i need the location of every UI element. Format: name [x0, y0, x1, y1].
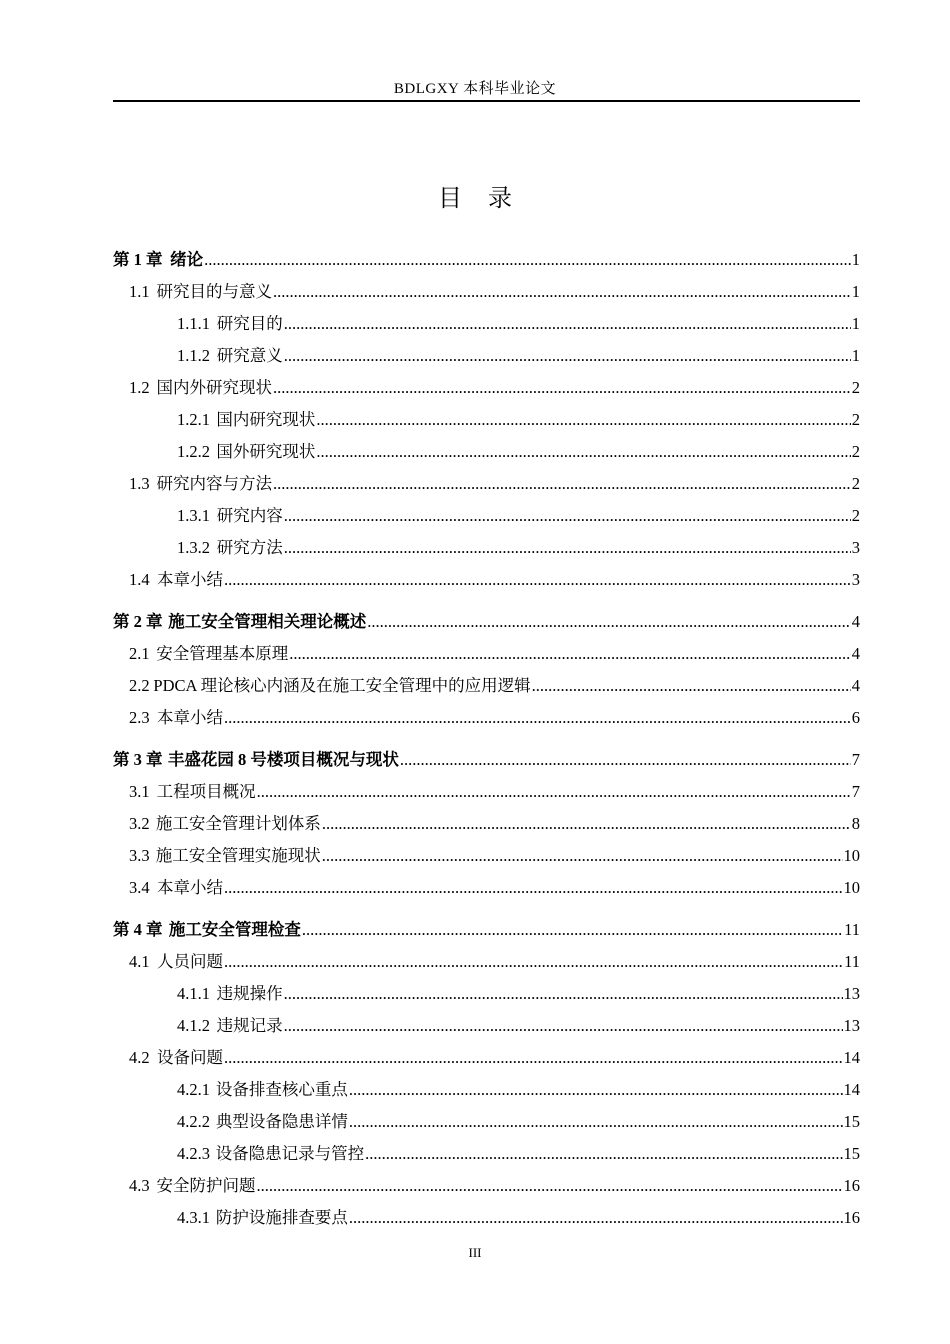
dot-leader: [284, 500, 851, 532]
toc-section-entry[interactable]: [113, 776, 860, 808]
toc-section-entry[interactable]: [113, 564, 860, 596]
toc-entry-title: 防护设施排查要点: [215, 1208, 348, 1227]
toc-entry-number: 第 3 章: [113, 750, 163, 769]
toc-section-entry[interactable]: [113, 1074, 860, 1106]
toc-entry-title: 绪论: [170, 250, 204, 269]
toc-entry-page: 14: [843, 1048, 860, 1067]
dot-leader: [365, 1138, 842, 1170]
toc-section-entry[interactable]: [113, 1042, 860, 1074]
dot-leader: [349, 1106, 843, 1138]
toc-entry-number: 3.4: [129, 878, 150, 897]
toc-chapter-entry[interactable]: [113, 914, 860, 946]
toc-section-entry[interactable]: [113, 946, 860, 978]
toc-entry-title: 国外研究现状: [216, 442, 316, 461]
dot-leader: [273, 372, 851, 404]
toc-entry-number: 2.1: [129, 644, 150, 663]
toc-entry-title: 研究目的与意义: [156, 282, 272, 301]
toc-section-entry[interactable]: [113, 1202, 860, 1234]
toc-entry-page: 2: [851, 410, 860, 429]
toc-heading: 目录: [438, 186, 538, 212]
toc-section-entry[interactable]: [113, 808, 860, 840]
toc-entry-number: 1.2.2: [177, 442, 210, 461]
toc-section-entry[interactable]: [113, 468, 860, 500]
toc-entry-title: 施工安全管理检查: [168, 920, 301, 939]
toc-entry-title: 违规记录: [216, 1016, 283, 1035]
toc-chapter-entry[interactable]: [113, 606, 860, 638]
toc-entry-title: 丰盛花园 8 号楼项目概况与现状: [167, 750, 399, 769]
toc-entry-number: 1.1.2: [177, 346, 210, 365]
toc-entry-title: 国内研究现状: [216, 410, 316, 429]
toc-section-entry[interactable]: [113, 276, 860, 308]
toc-entry-number: 4.2.2: [177, 1112, 210, 1131]
toc-section-entry[interactable]: [113, 1010, 860, 1042]
toc-entry-title: 施工安全管理相关理论概述: [168, 612, 367, 631]
toc-chapter-entry[interactable]: [113, 244, 860, 276]
dot-leader: [284, 978, 843, 1010]
toc-entry-title: 施工安全管理计划体系: [155, 814, 321, 833]
toc-entry-page: 16: [843, 1208, 860, 1227]
toc-entry-number: 4.2: [129, 1048, 150, 1067]
dot-leader: [273, 468, 851, 500]
toc-section-entry[interactable]: [113, 840, 860, 872]
dot-leader: [284, 1010, 843, 1042]
running-header: BDLGXY 本科毕业论文: [393, 81, 557, 97]
toc-section-entry[interactable]: [113, 404, 860, 436]
toc-entry-page: 4: [851, 676, 860, 695]
toc-section-entry[interactable]: [113, 340, 860, 372]
toc-entry-page: 2: [851, 378, 860, 397]
dot-leader: [224, 1042, 843, 1074]
dot-leader: [322, 840, 843, 872]
toc-entry-title: 人员问题: [156, 952, 223, 971]
dot-leader: [284, 340, 851, 372]
toc-entry-title: 安全管理基本原理: [156, 644, 289, 663]
toc-entry-title: 研究内容与方法: [156, 474, 272, 493]
toc-entry-page: 1: [851, 314, 860, 333]
dot-leader: [322, 808, 851, 840]
dot-leader: [257, 776, 851, 808]
toc-entry-number: 4.1.2: [177, 1016, 210, 1035]
dot-leader: [224, 872, 843, 904]
toc-entry-number: 2.3: [129, 708, 150, 727]
toc-entry-number: 1.3: [129, 474, 150, 493]
toc-section-entry[interactable]: [113, 372, 860, 404]
toc-entry-number: 3.1: [129, 782, 150, 801]
toc-entry-page: 13: [843, 984, 860, 1003]
toc-chapter-entry[interactable]: [113, 744, 860, 776]
toc-entry-page: 2: [851, 506, 860, 525]
toc-section-entry[interactable]: [113, 1106, 860, 1138]
dot-leader: [224, 946, 843, 978]
toc-section-entry[interactable]: [113, 638, 860, 670]
dot-leader: [400, 744, 851, 776]
toc-entry-number: 2.2: [129, 676, 150, 695]
toc-section-entry[interactable]: [113, 436, 860, 468]
toc-section-entry[interactable]: [113, 670, 860, 702]
toc-entry-title: 研究方法: [216, 538, 283, 557]
toc-entry-number: 1.2.1: [177, 410, 210, 429]
toc-entry-title: 本章小结: [157, 708, 224, 727]
toc-entry-title: 本章小结: [157, 570, 224, 589]
toc-entry-page: 8: [851, 814, 860, 833]
toc-entry-number: 第 2 章: [113, 612, 163, 631]
dot-leader: [349, 1074, 843, 1106]
toc-entry-number: 1.1: [129, 282, 150, 301]
toc-entry-number: 1.3.2: [177, 538, 210, 557]
toc-entry-number: 3.2: [129, 814, 150, 833]
toc-entry-page: 1: [851, 346, 860, 365]
toc-entry-page: 1: [851, 250, 860, 269]
toc-entry-page: 6: [851, 708, 860, 727]
toc-section-entry[interactable]: [113, 500, 860, 532]
toc-entry-title: 安全防护问题: [156, 1176, 256, 1195]
toc-entry-page: 15: [843, 1112, 860, 1131]
toc-entry-page: 10: [843, 878, 860, 897]
dot-leader: [289, 638, 850, 670]
dot-leader: [367, 606, 851, 638]
dot-leader: [224, 702, 851, 734]
toc-section-entry[interactable]: [113, 872, 860, 904]
toc-entry-page: 2: [851, 442, 860, 461]
dot-leader: [532, 670, 851, 702]
page-number: III: [468, 1245, 482, 1260]
toc-entry-page: 10: [843, 846, 860, 865]
toc-entry-number: 4.2.1: [177, 1080, 210, 1099]
dot-leader: [302, 914, 843, 946]
toc-entry-title: 违规操作: [216, 984, 283, 1003]
toc-entry-title: 本章小结: [156, 878, 223, 897]
toc-section-entry[interactable]: [113, 702, 860, 734]
toc-entry-page: 7: [851, 750, 860, 769]
toc-entry-number: 3.3: [129, 846, 150, 865]
toc-section-entry[interactable]: [113, 1170, 860, 1202]
toc-entry-title: 研究目的: [216, 314, 283, 333]
toc-entry-title: 施工安全管理实施现状: [155, 846, 321, 865]
toc-entry-page: 3: [851, 570, 860, 589]
toc-entry-page: 11: [844, 952, 860, 971]
dot-leader: [257, 1170, 843, 1202]
toc-entry-page: 4: [851, 612, 860, 631]
toc-entry-page: 4: [851, 644, 860, 663]
toc-entry-title: 设备问题: [156, 1048, 223, 1067]
toc-entry-page: 2: [851, 474, 860, 493]
dot-leader: [284, 532, 851, 564]
toc-entry-number: 第 4 章: [113, 920, 163, 939]
toc-entry-title: PDCA 理论核心内涵及在施工安全管理中的应用逻辑: [153, 676, 531, 695]
dot-leader: [284, 308, 851, 340]
toc-entry-page: 16: [843, 1176, 860, 1195]
dot-leader: [273, 276, 851, 308]
toc-entry-number: 4.3.1: [177, 1208, 210, 1227]
toc-entry-number: 第 1 章: [113, 250, 163, 269]
table-of-contents: [113, 244, 860, 1234]
toc-section-entry[interactable]: [113, 978, 860, 1010]
toc-entry-number: 1.3.1: [177, 506, 210, 525]
dot-leader: [224, 564, 851, 596]
toc-entry-title: 研究内容: [216, 506, 283, 525]
toc-entry-page: 15: [843, 1144, 860, 1163]
toc-entry-page: 7: [851, 782, 860, 801]
toc-entry-title: 典型设备隐患详情: [215, 1112, 348, 1131]
toc-entry-number: 1.1.1: [177, 314, 210, 333]
dot-leader: [316, 436, 850, 468]
toc-entry-page: 13: [843, 1016, 860, 1035]
toc-entry-title: 研究意义: [216, 346, 283, 365]
toc-entry-page: 11: [844, 920, 860, 939]
toc-entry-page: 3: [851, 538, 860, 557]
dot-leader: [349, 1202, 843, 1234]
toc-entry-title: 设备隐患记录与管控: [215, 1144, 365, 1163]
toc-entry-number: 4.1: [129, 952, 150, 971]
toc-entry-number: 4.2.3: [177, 1144, 210, 1163]
toc-entry-number: 1.2: [129, 378, 150, 397]
toc-entry-number: 1.4: [129, 570, 150, 589]
dot-leader: [204, 244, 851, 276]
toc-entry-number: 4.1.1: [177, 984, 210, 1003]
toc-entry-title: 国内外研究现状: [156, 378, 272, 397]
toc-entry-page: 1: [851, 282, 860, 301]
toc-section-entry[interactable]: [113, 1138, 860, 1170]
header-rule: [113, 100, 860, 102]
toc-entry-title: 工程项目概况: [156, 782, 256, 801]
toc-entry-title: 设备排查核心重点: [215, 1080, 348, 1099]
toc-section-entry[interactable]: [113, 308, 860, 340]
dot-leader: [316, 404, 850, 436]
toc-section-entry[interactable]: [113, 532, 860, 564]
toc-entry-number: 4.3: [129, 1176, 150, 1195]
toc-entry-page: 14: [843, 1080, 860, 1099]
